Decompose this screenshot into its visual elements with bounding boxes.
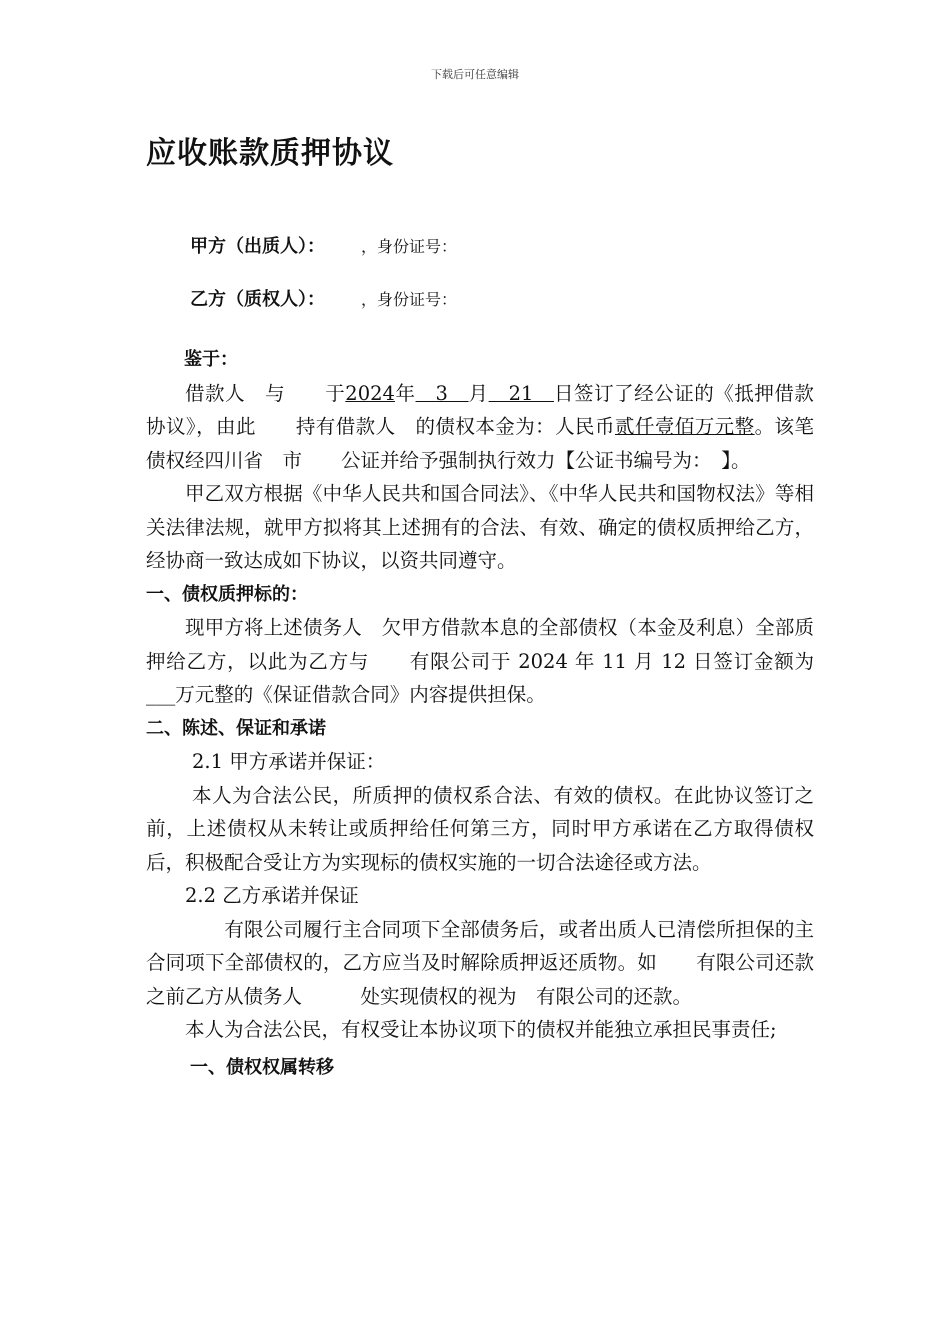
section-2-2-text-2: 本人为合法公民，有权受让本协议项下的债权并能独立承担民事责任; bbox=[185, 1018, 777, 1041]
loan-month: 3 bbox=[415, 381, 469, 405]
paragraph-whereas: 借款人 与 于2024年 3 月 21 日签订了经公证的《抵押借款协议》，由此 持有借款人 的债权本金为：人民币贰仟壹佰万元整。该笔债权经四川省 市 公证并给予强制执行效力【公证书编号为： 】。 bbox=[146, 381, 814, 472]
page-header: 下载后可任意编辑 bbox=[431, 68, 519, 81]
section-1-text: 现甲方将上述债务人 欠甲方借款本息的全部债权（本金及利息）全部质押给乙方，以此为乙方与 有限公司于 2024 年 11 月 12 日签订金额为___万元整的《保证借款合同》内容提供担保。 bbox=[146, 616, 814, 706]
section-2-title: 二、陈述、保证和承诺 bbox=[146, 717, 326, 739]
principal-amount: 贰仟壹佰万元整 bbox=[614, 415, 755, 438]
section-2-1-text: 本人为合法公民，所质押的债权系合法、有效的债权。在此协议签订之前，上述债权从未转让或质押给任何第三方，同时甲方承诺在乙方取得债权后，积极配合受让方为实现标的债权实施的一切合法途径或方法。 bbox=[146, 783, 814, 874]
section-2-1-title: 2.1 甲方承诺并保证： bbox=[192, 750, 386, 773]
section-2-2-title: 2.2 乙方承诺并保证 bbox=[185, 884, 359, 907]
party-b-id-label: ，身份证号： bbox=[361, 290, 458, 309]
loan-day: 21 bbox=[488, 381, 554, 405]
loan-year: 2024 bbox=[345, 381, 395, 405]
party-a-line bbox=[190, 232, 457, 258]
section-2-2-text-1: 有限公司履行主合同项下全部债务后，或者出质人已清偿所担保的主合同项下全部债权的，乙方应当及时解除质押返还质物。如 有限公司还款之前乙方从债务人 处实现债权的视为 有限公司的还款。 bbox=[146, 917, 814, 1008]
section-1-title: 一、债权质押标的： bbox=[146, 583, 308, 605]
party-a-id-label: ，身份证号： bbox=[361, 237, 458, 256]
section-3-title: 一、债权权属转移 bbox=[190, 1056, 334, 1078]
party-a-label: 甲方（出质人）： bbox=[190, 236, 325, 257]
paragraph-basis: 甲乙双方根据《中华人民共和国合同法》、《中华人民共和国物权法》等相关法律法规，就甲方拟将其上述拥有的合法、有效、确定的债权质押给乙方，经协商一致达成如下协议，以资共同遵守。 bbox=[146, 482, 814, 572]
document-title: 应收账款质押协议 bbox=[146, 136, 394, 171]
party-b-line bbox=[190, 285, 457, 311]
party-b-label: 乙方（质权人）： bbox=[190, 289, 325, 310]
document-body bbox=[146, 343, 814, 1084]
whereas-heading: 鉴于： bbox=[184, 349, 238, 370]
